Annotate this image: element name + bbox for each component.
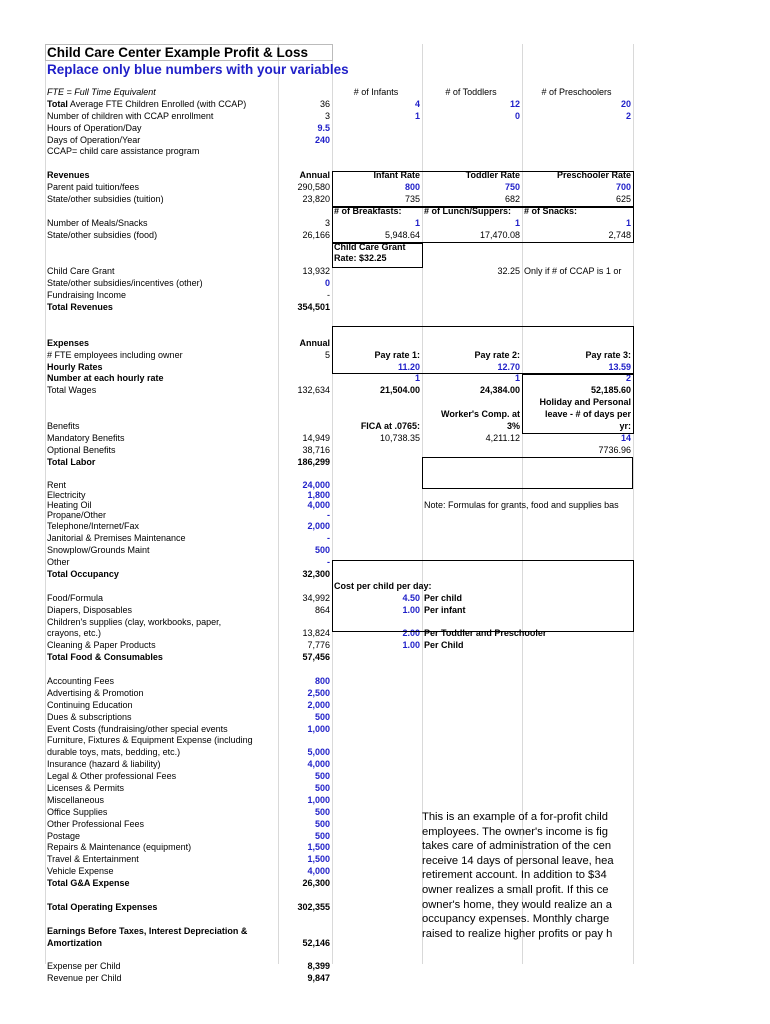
breakfasts-header: # of Breakfasts: <box>334 205 402 216</box>
hourly-rates-label: Hourly Rates <box>47 361 103 372</box>
travel-input[interactable]: 1,500 <box>307 854 330 865</box>
diapers-total: 864 <box>314 604 330 615</box>
furniture-input[interactable]: 5,000 <box>307 747 330 758</box>
office-label: Office Supplies <box>47 806 108 817</box>
total-occupancy-value: 32,300 <box>302 568 330 579</box>
ebit-label-line2: Amortization <box>47 937 102 948</box>
toddler-rate-header: Toddler Rate <box>465 170 520 181</box>
grant-rate: 32.25 <box>497 266 520 277</box>
number-rate-3-input[interactable]: 2 <box>625 373 631 384</box>
cost-per-child-header: Cost per child per day: <box>334 580 432 591</box>
parent-infant-rate-input[interactable]: 800 <box>404 182 420 193</box>
total-opex-label: Total Operating Expenses <box>47 901 158 912</box>
revenues-header: Revenues <box>47 170 90 181</box>
revenues-annual-header: Annual <box>299 170 330 181</box>
enrolled-toddlers-input[interactable]: 12 <box>509 98 520 109</box>
expense-per-child-value: 8,399 <box>307 961 330 972</box>
cleaning-unit: Per Child <box>424 640 464 651</box>
pay-rates-box <box>332 326 634 374</box>
licenses-input[interactable]: 500 <box>314 782 330 793</box>
event-input[interactable]: 1,000 <box>307 723 330 734</box>
breakfasts-input[interactable]: 1 <box>414 217 420 228</box>
enrolled-preschoolers-input[interactable]: 20 <box>620 98 631 109</box>
formulas-note: Note: Formulas for grants, food and supplies bas <box>424 499 619 510</box>
accounting-input[interactable]: 800 <box>314 675 330 686</box>
revenue-per-child-value: 9,847 <box>307 973 330 984</box>
rent-input[interactable]: 24,000 <box>302 480 330 490</box>
page-title: Child Care Center Example Profit & Loss <box>47 45 309 60</box>
advertising-input[interactable]: 2,500 <box>307 687 330 698</box>
ccap-toddlers-input[interactable]: 0 <box>514 110 520 121</box>
leave-amount: 7736.96 <box>598 444 631 455</box>
spreadsheet <box>45 44 633 984</box>
supplies-unit: Per Toddler and Preschooler <box>424 628 547 639</box>
number-at-rate-label: Number at each hourly rate <box>47 373 164 384</box>
workers-comp-header-line2: 3% <box>506 421 520 432</box>
vehicle-label: Vehicle Expense <box>47 866 114 877</box>
enrolled-infants-input[interactable]: 4 <box>414 98 420 109</box>
meals-label: Number of Meals/Snacks <box>47 217 148 228</box>
title-box <box>45 44 333 61</box>
days-label: Days of Operation/Year <box>47 134 141 145</box>
lunch-header: # of Lunch/Suppers: <box>424 205 512 216</box>
pay-rate-1-header: Pay rate 1: <box>374 349 420 360</box>
enrolled-total: 36 <box>319 98 330 109</box>
benefits-label: Benefits <box>47 421 80 432</box>
fte-employees-label: # FTE employees including owner <box>47 349 183 360</box>
total-food-label: Total Food & Consumables <box>47 652 163 663</box>
electricity-label: Electricity <box>47 489 86 500</box>
ccap-note: CCAP= child care assistance program <box>47 146 200 157</box>
description-text: This is an example of a for-profit child employees. The owner's income is fig takes care of administration of the cen receive 14 days of personal leave, hea retirement account. In addition to $34 owner realizes a small profit. If this ce owner's home, they would realize an a occupancy expenses. Monthly charge raised to realize higher profits or pay h <box>422 811 614 940</box>
food-formula-label: Food/Formula <box>47 592 104 603</box>
cost-per-child-box <box>332 560 634 632</box>
ccap-label: Number of children with CCAP enrollment <box>47 110 214 121</box>
total-wages-label: Total Wages <box>47 385 97 396</box>
snowplow-input[interactable]: 500 <box>314 545 330 556</box>
snowplow-label: Snowplow/Grounds Maint <box>47 545 150 556</box>
repairs-input[interactable]: 1,500 <box>307 842 330 853</box>
workers-comp-amount: 4,211.12 <box>485 432 520 443</box>
total-labor-label: Total Labor <box>47 456 96 467</box>
fte-note: FTE = Full Time Equivalent <box>47 87 156 97</box>
lunch-input[interactable]: 1 <box>514 217 520 228</box>
food-formula-total: 34,992 <box>302 592 330 603</box>
snacks-input[interactable]: 1 <box>625 217 631 228</box>
propane-input[interactable]: - <box>327 509 330 520</box>
cleaning-rate-input[interactable]: 1.00 <box>402 640 420 651</box>
fundraising-label: Fundraising Income <box>47 290 127 301</box>
dues-input[interactable]: 500 <box>314 711 330 722</box>
janitorial-label: Janitorial & Premises Maintenance <box>47 533 186 544</box>
number-rate-1-input[interactable]: 1 <box>414 373 420 384</box>
supplies-label-line2: crayons, etc.) <box>47 628 102 639</box>
insurance-input[interactable]: 4,000 <box>307 759 330 770</box>
food-formula-unit: Per child <box>424 592 463 603</box>
days-input[interactable]: 240 <box>314 134 330 145</box>
food-subsidy-total: 26,166 <box>302 229 330 240</box>
ccap-preschoolers-input[interactable]: 2 <box>625 110 631 121</box>
vehicle-input[interactable]: 4,000 <box>307 866 330 877</box>
wages-rate-1: 21,504.00 <box>379 385 420 396</box>
optional-benefits-label: Optional Benefits <box>47 444 116 455</box>
wages-rate-3: 52,185.60 <box>590 385 631 396</box>
holiday-box <box>522 374 634 434</box>
state-tuition-total: 23,820 <box>302 194 330 205</box>
other-professional-label: Other Professional Fees <box>47 818 145 829</box>
parent-tuition-total: 290,580 <box>297 182 330 193</box>
fica-header: FICA at .0765: <box>360 421 420 432</box>
occupancy-other-label: Other <box>47 557 70 568</box>
snacks-header: # of Snacks: <box>524 205 578 216</box>
postage-input[interactable]: 500 <box>314 830 330 841</box>
total-revenues-label: Total Revenues <box>47 302 113 313</box>
pay-rate-3-header: Pay rate 3: <box>585 349 631 360</box>
education-label: Continuing Education <box>47 699 133 710</box>
state-tuition-label: State/other subsidies (tuition) <box>47 194 164 205</box>
holiday-header-line2: leave - # of days per <box>544 409 631 420</box>
food-lunch-amount: 17,470.08 <box>479 229 520 240</box>
holiday-header-line3: yr: <box>619 421 631 432</box>
meals-box <box>332 207 634 243</box>
diapers-label: Diapers, Disposables <box>47 604 133 615</box>
note-box <box>422 457 633 489</box>
office-input[interactable]: 500 <box>314 806 330 817</box>
total-food-value: 57,456 <box>302 652 330 663</box>
mandatory-benefits-total: 14,949 <box>302 432 330 443</box>
grant-header-line2: Rate: $32.25 <box>334 253 387 264</box>
infant-rate-header: Infant Rate <box>373 170 420 181</box>
heating-label: Heating Oil <box>47 499 92 510</box>
food-subsidy-label: State/other subsidies (food) <box>47 229 158 240</box>
supplies-total: 13,824 <box>302 628 330 639</box>
misc-input[interactable]: 1,000 <box>307 794 330 805</box>
ebit-value: 52,146 <box>302 937 330 948</box>
food-breakfast-amount: 5,948.64 <box>384 229 420 240</box>
furniture-label-line1: Furniture, Fixtures & Equipment Expense (including <box>47 735 253 746</box>
expenses-annual-header: Annual <box>299 337 330 348</box>
pay-rate-2-header: Pay rate 2: <box>474 349 520 360</box>
food-formula-rate-input[interactable]: 4.50 <box>402 592 420 603</box>
workers-comp-header-line1: Worker's Comp. at <box>441 409 520 420</box>
food-snack-amount: 2,748 <box>608 229 631 240</box>
holiday-header-line1: Holiday and Personal <box>539 397 631 408</box>
electricity-input[interactable]: 1,800 <box>307 489 330 500</box>
total-occupancy-label: Total Occupancy <box>47 568 119 579</box>
ccap-total: 3 <box>324 110 330 121</box>
education-input[interactable]: 2,000 <box>307 699 330 710</box>
fundraising-value: - <box>327 290 330 301</box>
parent-tuition-label: Parent paid tuition/fees <box>47 182 140 193</box>
occupancy-other-input[interactable]: - <box>327 557 330 568</box>
grant-header-line1: Child Care Grant <box>334 241 406 252</box>
grant-total: 13,932 <box>302 266 330 277</box>
telephone-input[interactable]: 2,000 <box>307 521 330 532</box>
pay-rate-1-input[interactable]: 11.20 <box>397 361 420 372</box>
parent-toddler-rate-input[interactable]: 750 <box>504 182 520 193</box>
diapers-rate-input[interactable]: 1.00 <box>402 604 420 615</box>
furniture-label-line2: durable toys, mats, bedding, etc.) <box>47 747 181 758</box>
fica-amount: 10,738.35 <box>379 432 420 443</box>
expense-per-child-label: Expense per Child <box>47 961 121 972</box>
telephone-label: Telephone/Internet/Fax <box>47 521 140 532</box>
optional-benefits-total: 38,716 <box>302 444 330 455</box>
hours-label: Hours of Operation/Day <box>47 122 142 133</box>
total-labor-value: 186,299 <box>297 456 330 467</box>
hours-input[interactable]: 9.5 <box>317 122 330 133</box>
col-toddlers: # of Toddlers <box>445 87 497 97</box>
dues-label: Dues & subscriptions <box>47 711 132 722</box>
pay-rate-2-input[interactable]: 12.70 <box>497 361 520 372</box>
licenses-label: Licenses & Permits <box>47 782 125 793</box>
legal-label: Legal & Other professional Fees <box>47 771 177 782</box>
cleaning-total: 7,776 <box>307 640 330 651</box>
advertising-label: Advertising & Promotion <box>47 687 144 698</box>
fte-employees-value: 5 <box>324 349 330 360</box>
postage-label: Postage <box>47 830 81 841</box>
insurance-label: Insurance (hazard & liability) <box>47 759 161 770</box>
accounting-label: Accounting Fees <box>47 675 115 686</box>
grant-box <box>332 243 423 268</box>
incentives-label: State/other subsidies/incentives (other) <box>47 278 203 289</box>
meals-total: 3 <box>324 217 330 228</box>
mandatory-benefits-label: Mandatory Benefits <box>47 432 125 443</box>
expenses-header: Expenses <box>47 337 90 348</box>
total-revenues-value: 354,501 <box>297 302 330 313</box>
preschooler-rate-header: Preschooler Rate <box>556 170 631 181</box>
event-label: Event Costs (fundraising/other special events <box>47 723 228 734</box>
cleaning-label: Cleaning & Paper Products <box>47 640 156 651</box>
legal-input[interactable]: 500 <box>314 771 330 782</box>
ccap-infants-input[interactable]: 1 <box>414 110 420 121</box>
enrolled-label: Total Average FTE Children Enrolled (with CCAP) <box>47 98 247 109</box>
grant-note: Only if # of CCAP is 1 or <box>524 266 622 277</box>
col-preschoolers: # of Preschoolers <box>541 87 612 97</box>
pay-rate-3-input[interactable]: 13.59 <box>608 361 631 372</box>
travel-label: Travel & Entertainment <box>47 854 139 865</box>
state-toddler-rate: 682 <box>504 194 520 205</box>
number-rate-2-input[interactable]: 1 <box>514 373 520 384</box>
supplies-rate-input[interactable]: 2.00 <box>402 628 420 639</box>
parent-preschooler-rate-input[interactable]: 700 <box>615 182 631 193</box>
supplies-label-line1: Children's supplies (clay, workbooks, paper, <box>47 616 222 627</box>
heating-input[interactable]: 4,000 <box>307 499 330 510</box>
other-professional-input[interactable]: 500 <box>314 818 330 829</box>
ebit-label-line1: Earnings Before Taxes, Interest Depreciation & <box>47 925 248 936</box>
total-ga-value: 26,300 <box>302 878 330 889</box>
misc-label: Miscellaneous <box>47 794 105 805</box>
propane-label: Propane/Other <box>47 509 107 520</box>
wages-rate-2: 24,384.00 <box>479 385 520 396</box>
repairs-label: Repairs & Maintenance (equipment) <box>47 842 192 853</box>
state-infant-rate: 735 <box>404 194 420 205</box>
state-preschooler-rate: 625 <box>615 194 631 205</box>
janitorial-input[interactable]: - <box>327 533 330 544</box>
total-opex-value: 302,355 <box>297 901 330 912</box>
total-wages-value: 132,634 <box>297 385 330 396</box>
revenue-per-child-label: Revenue per Child <box>47 973 122 984</box>
page-subtitle: Replace only blue numbers with your variables <box>47 62 349 77</box>
leave-days-input[interactable]: 14 <box>620 432 631 443</box>
rent-label: Rent <box>47 480 67 490</box>
diapers-unit: Per infant <box>424 604 466 615</box>
incentives-input[interactable]: 0 <box>324 278 330 289</box>
rate-table-box <box>332 171 634 207</box>
grant-label: Child Care Grant <box>47 266 115 277</box>
total-ga-label: Total G&A Expense <box>47 878 130 889</box>
col-infants: # of Infants <box>353 87 399 97</box>
